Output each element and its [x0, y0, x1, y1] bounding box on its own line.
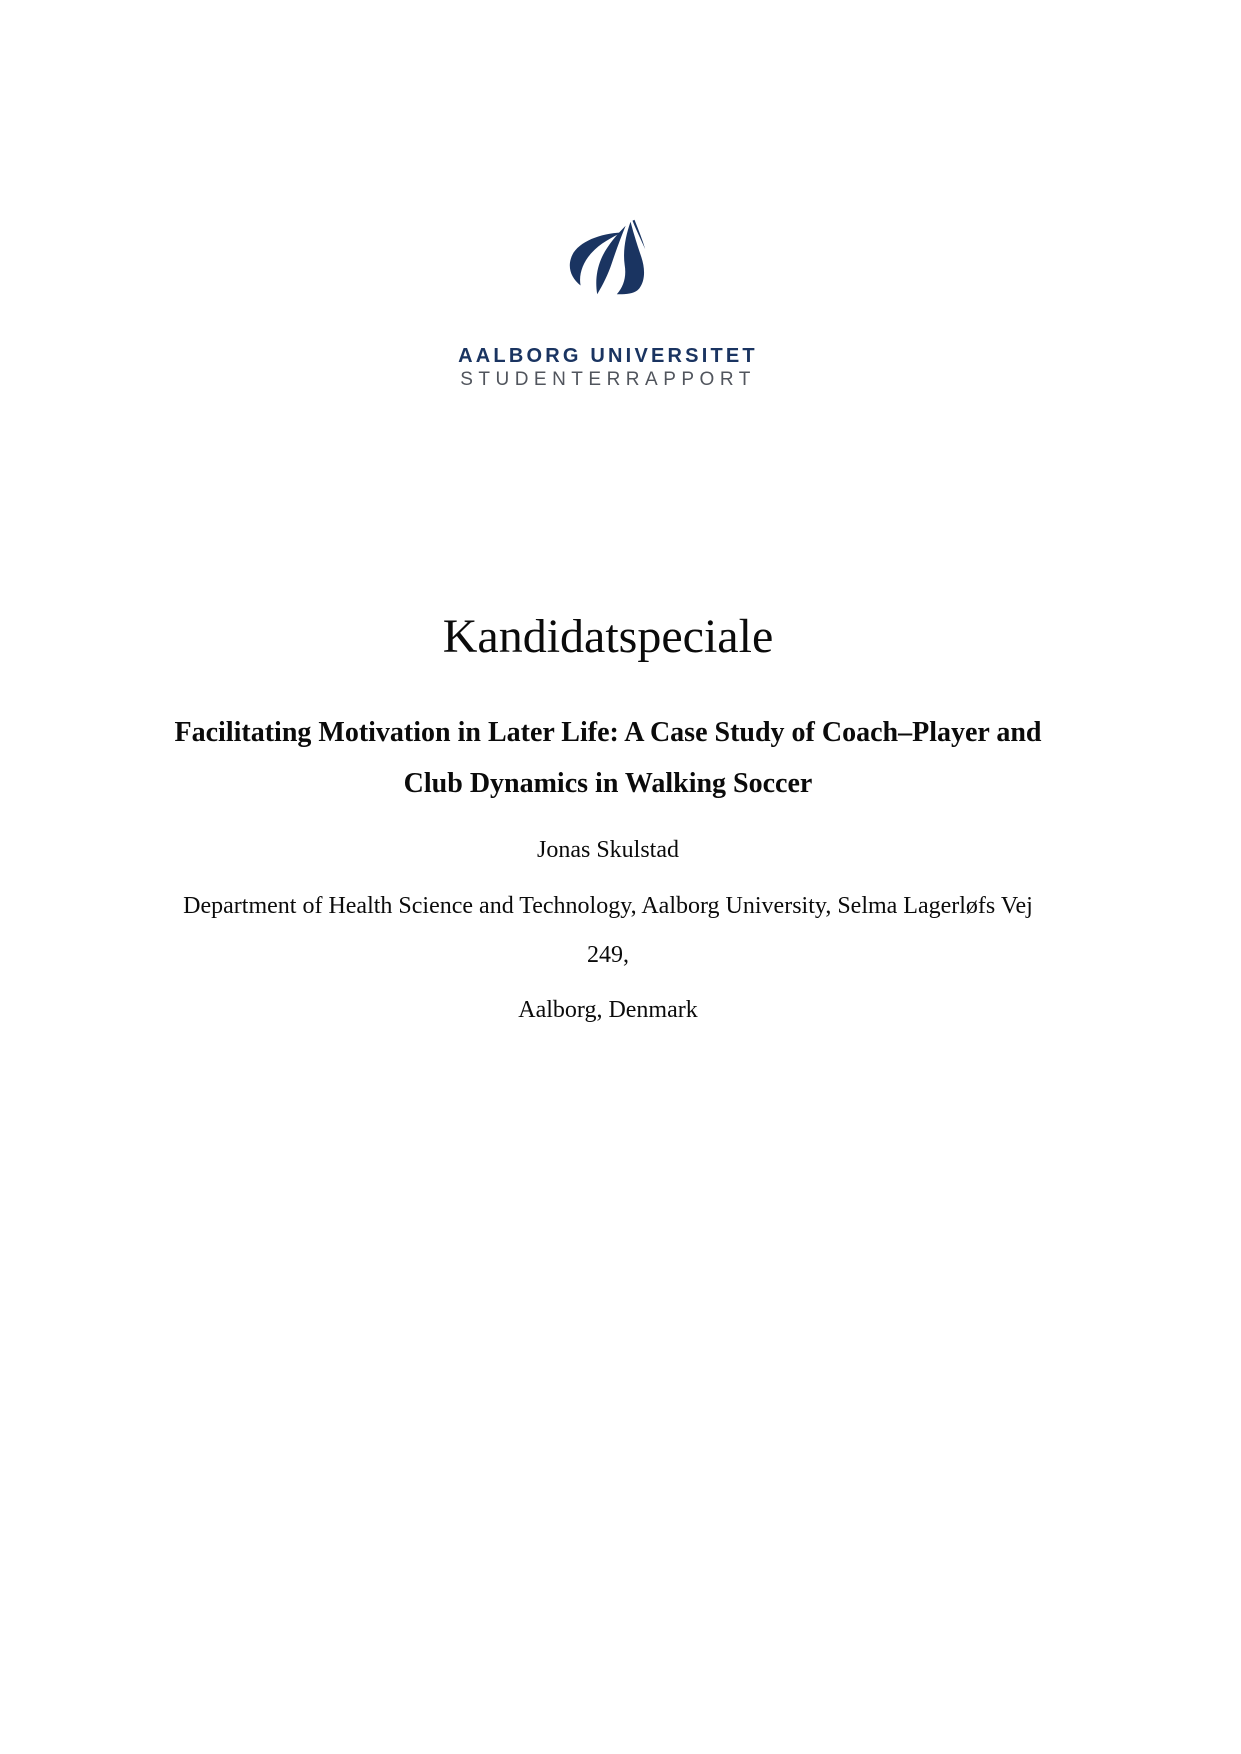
aau-wave-icon [559, 208, 657, 311]
logo-report-type-label: STUDENTERRAPPORT [460, 369, 756, 390]
author-name: Jonas Skulstad [536, 837, 679, 863]
document-type-heading: Kandidatspeciale [442, 610, 774, 663]
thesis-title [0, 707, 1216, 809]
university-logo-block [0, 208, 1216, 390]
affiliation-line-1: Department of Health Science and Technology, Aalborg University, Selma Lagerløfs Vej [183, 893, 1033, 919]
affiliation-line-2: 249, [587, 942, 629, 968]
thesis-title-line-2: Club Dynamics in Walking Soccer [403, 768, 813, 799]
affiliation [0, 882, 1216, 980]
location-line: Aalborg, Denmark [518, 997, 698, 1023]
logo-wordmark: AALBORG UNIVERSITET [458, 345, 758, 367]
thesis-title-line-1: Facilitating Motivation in Later Life: A Case Study of Coach–Player and [174, 717, 1042, 748]
